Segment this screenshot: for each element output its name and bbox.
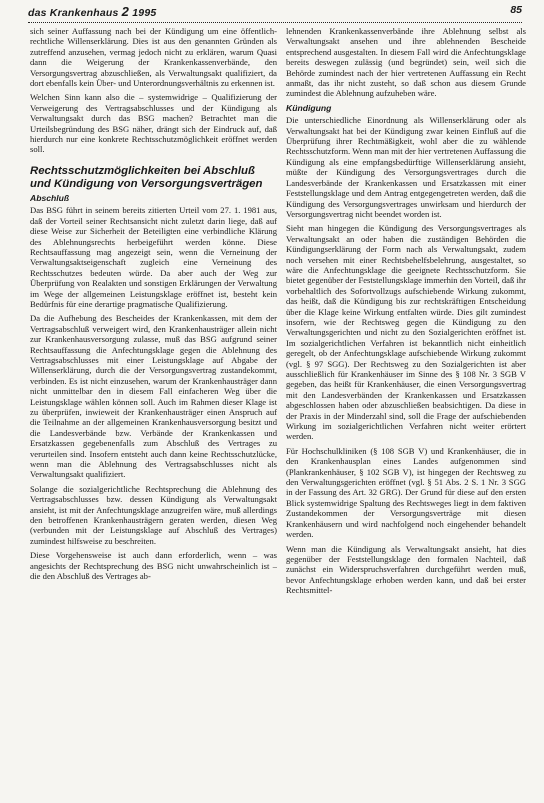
page-number: 85 — [510, 4, 522, 16]
paragraph: Sieht man hingegen die Kündigung des Versorgungsvertrages als Verwaltungsakt an oder haben die zuständigen Behörden die Kündigungserklärung der Form nach als Verwaltungsakt, zudem noch versehen mit einer Rechtsbehelfsbelehrung, ausgestaltet, so wäre die Anfechtungsklage die geeignete Rechtsschutzform. Sie bietet gegenüber der Feststellungsklage immerhin den Vorteil, daß ihr vorbehaltlich des Sofortvollzugs aufschiebende Wirkung zukommt, das heißt, daß die Kündigung bis zur rechtskräftigen Entscheidung über die Klage keine Wirkung entfalten würde. Dies gilt zumindest insofern, wie der Rechtsweg gegen die Kündigung zu den Verwaltungsgerichten und nicht zu den Sozialgerichten eröffnet ist. Im sozialgerichtlichen Verfahren ist bekanntlich nicht einheitlich geregelt, ob der Anfechtungsklage aufschiebende Wirkung zukommt (vgl. § 97 SGG). Der Rechtsweg zu den Sozialgerichten ist aber ausschließlich für Krankenhäuser im Sinne des § 108 Nr. 3 SGB V gegeben, das heißt für Krankenhäuser, die einen Versorgungsvertrag mit den Landesverbänden der Krankenkassen und Ersatzkassen abgeschlossen haben oder abzuschließen beabsichtigen. Da diese in der Praxis in der Minderzahl sind, soll die Frage der aufschiebenden Wirkung im sozialgerichtlichen Verfahren nicht weiter erörtert werden. — [286, 223, 526, 442]
paragraph: sich seiner Auffassung nach bei der Kündigung um eine öffentlich-rechtliche Willenserklärung. Dies ist aus den genannten Gründen als zutreffend anzusehen, vermag jedoch nicht zu erklären, warum Quasi dann die Weigerung der Krankenkassenverbände, den Versorgungsvertrag abzuschließen, als Verwaltungsakt qualifiziert, da dort ebenfalls kein Über- und Unterordnungsverhältnis zu erkennen ist. — [30, 26, 277, 89]
paragraph: lehnenden Krankenkassenverbände ihre Ablehnung selbst als Verwaltungsakt ansehen und ihre ablehnenden Bescheide entsprechend ausgestalten. In diesem Fall wird die Anfechtungsklage bereits deswegen zulässig (und begründet) sein, weil sich die Behörde zumindest nach der hier vertretenen Auffassung ein Recht anmaßt, das ihr nicht zusteht, so daß schon aus diesem Grunde zumindest die Ablehnung aufzuheben wäre. — [286, 26, 526, 99]
issue-number: 2 — [121, 4, 130, 19]
paragraph: Für Hochschulkliniken (§ 108 SGB V) und Krankenhäuser, die in den Krankenhausplan eines Landes aufgenommen sind (Plankrankenhäuser, § 102 SGB V), ist hingegen der Rechtsweg zu den Verwaltungsgerichten eröffnet (vgl. § 51 Abs. 2 S. 1 Nr. 3 SGG in der Fassung des Art. 32 GRG). Der Grund für diese auf den ersten Blick systemwidrige Spaltung des Rechtsweges liegt in dem faktiven Zustandekommen der Versorgungsverträge mit diesen Krankenhäusern und wird nachfolgend noch eingehender behandelt werden. — [286, 445, 526, 540]
paragraph: Diese Vorgehensweise ist auch dann erforderlich, wenn – was angesichts der Rechtsprechung des BSG nicht unwahrscheinlich ist – die den Abschluß des Vertrages ab- — [30, 550, 277, 582]
paragraph: Welchen Sinn kann also die – systemwidrige – Qualifizierung der Verweigerung des Vertragsabschlusses und der Kündigung als Verwaltungsakt durch das BSG machen? Betrachtet man die Urteilsbegründung des BSG näher, drängt sich der Eindruck auf, daß hierdurch nur eine konkrete Rechtsschutzmöglichkeit eröffnet werden soll. — [30, 92, 277, 155]
left-column — [30, 26, 277, 797]
section-heading: Rechtsschutzmöglichkeiten bei Abschluß und Kündigung von Versorgungsverträgen — [30, 164, 263, 190]
right-column — [286, 26, 526, 797]
running-header — [28, 4, 522, 23]
paragraph: Da die Aufhebung des Bescheides der Krankenkassen, mit dem der Vertragsabschluß verweigert wird, den Krankenhausträger allein nicht zur Krankenhausversorgung zulasse, muß das BSG aufgrund seiner Rechtsauffassung die Anfechtungsklage gegen die Ablehnung des Vertragsabschlusses mit einer Leistungsklage auf Abgabe der Willenserklärung, durch die der Versorgungsvertrag zustandekommt, verbinden. Es ist nicht einzusehen, warum der Krankenhausträger dann nicht unmittelbar den in diesem Fall einfacheren Weg über die Leistungsklage wählen können soll. Auch im Rahmen dieser Klage ist zu überprüfen, inwieweit der Krankenhausträger einen Anspruch auf die Teilnahme an der allgemeinen Krankenhausversorgung besitzt und die Landesverbände bzw. Verbände der Krankenkassen und Ersatzkassen gegebenenfalls zum Abschluß des Vertrages zu verurteilen sind. Insofern entsteht auch dann keine Rechtsschutzlücke, wenn man die Ablehnung des Vertragsabschlusses nicht als Verwaltungsakt qualifiziert. — [30, 313, 277, 480]
paragraph: Das BSG führt in seinem bereits zitierten Urteil vom 27. 1. 1981 aus, daß der Vorteil seiner Rechtsansicht nicht zuletzt darin liege, daß auf diese Weise zur Sicherheit der Beteiligten eine verbindliche Klärung des Ablehnungsrechts herbeigeführt werden könne. Diese Rechtsauffassung mag angezeigt sein, wenn die Verneinung der Verwaltungsaktseigenschaft zugleich eine Verneinung des Rechtsschutzes bedeuten würde. Da aber auch der Weg zur Überprüfung von Realakten und sonstigen Erklärungen der Verwaltung im Wege der allgemeinen Leistungsklage eröffnet ist, besteht kein Bedürfnis für eine derartige pragmatische Qualifizierung. — [30, 205, 277, 309]
subsection-heading: Kündigung — [286, 102, 332, 113]
journal-name: das Krankenhaus — [28, 7, 119, 19]
paragraph: Die unterschiedliche Einordnung als Willenserklärung oder als Verwaltungsakt hat bei der Kündigung zwar keinen Einfluß auf die Überprüfung ihrer Rechtmäßigkeit, wohl aber die zu wählende Rechtsschutzform. Wenn man mit der hier vertretenen Auffassung die Kündigung als eine empfangsbedürftige Willenserklärung ansieht, müßte der Kündigung des Versorgungsvertrages durch die Landesverbände der Krankenkassen und Ersatzkassen mit einer Feststellungsklage und dem Antrag entgegengetreten werden, daß die Kündigung des Versorgungsvertrages unwirksam und hierdurch der Versorgungsvertrag nicht beendet worden ist. — [286, 115, 526, 219]
paragraph: Wenn man die Kündigung als Verwaltungsakt ansieht, hat dies gegenüber der Feststellungsklage den formalen Nachteil, daß zunächst ein Widerspruchsverfahren durchgeführt werden muß, bevor Anfechtungsklage erhoben werden kann, und daß bei erster Rechtsmittel- — [286, 543, 526, 596]
journal-title — [28, 4, 156, 19]
issue-year: 1995 — [132, 7, 157, 19]
subsection-heading: Abschluß — [30, 192, 70, 203]
paragraph: Solange die sozialgerichtliche Rechtsprechung die Ablehnung des Vertragsabschlusses bzw. dessen Kündigung als Verwaltungsakt ansieht, ist mit der Anfechtungsklage anzugreifen wäre, muß allerdings den betroffenen Krankenhausträgern geraten werden, diesen Weg (verbunden mit der Leistungsklage auf Abschluß des Vertrages) zumindest hilfsweise zu beschreiten. — [30, 483, 277, 546]
